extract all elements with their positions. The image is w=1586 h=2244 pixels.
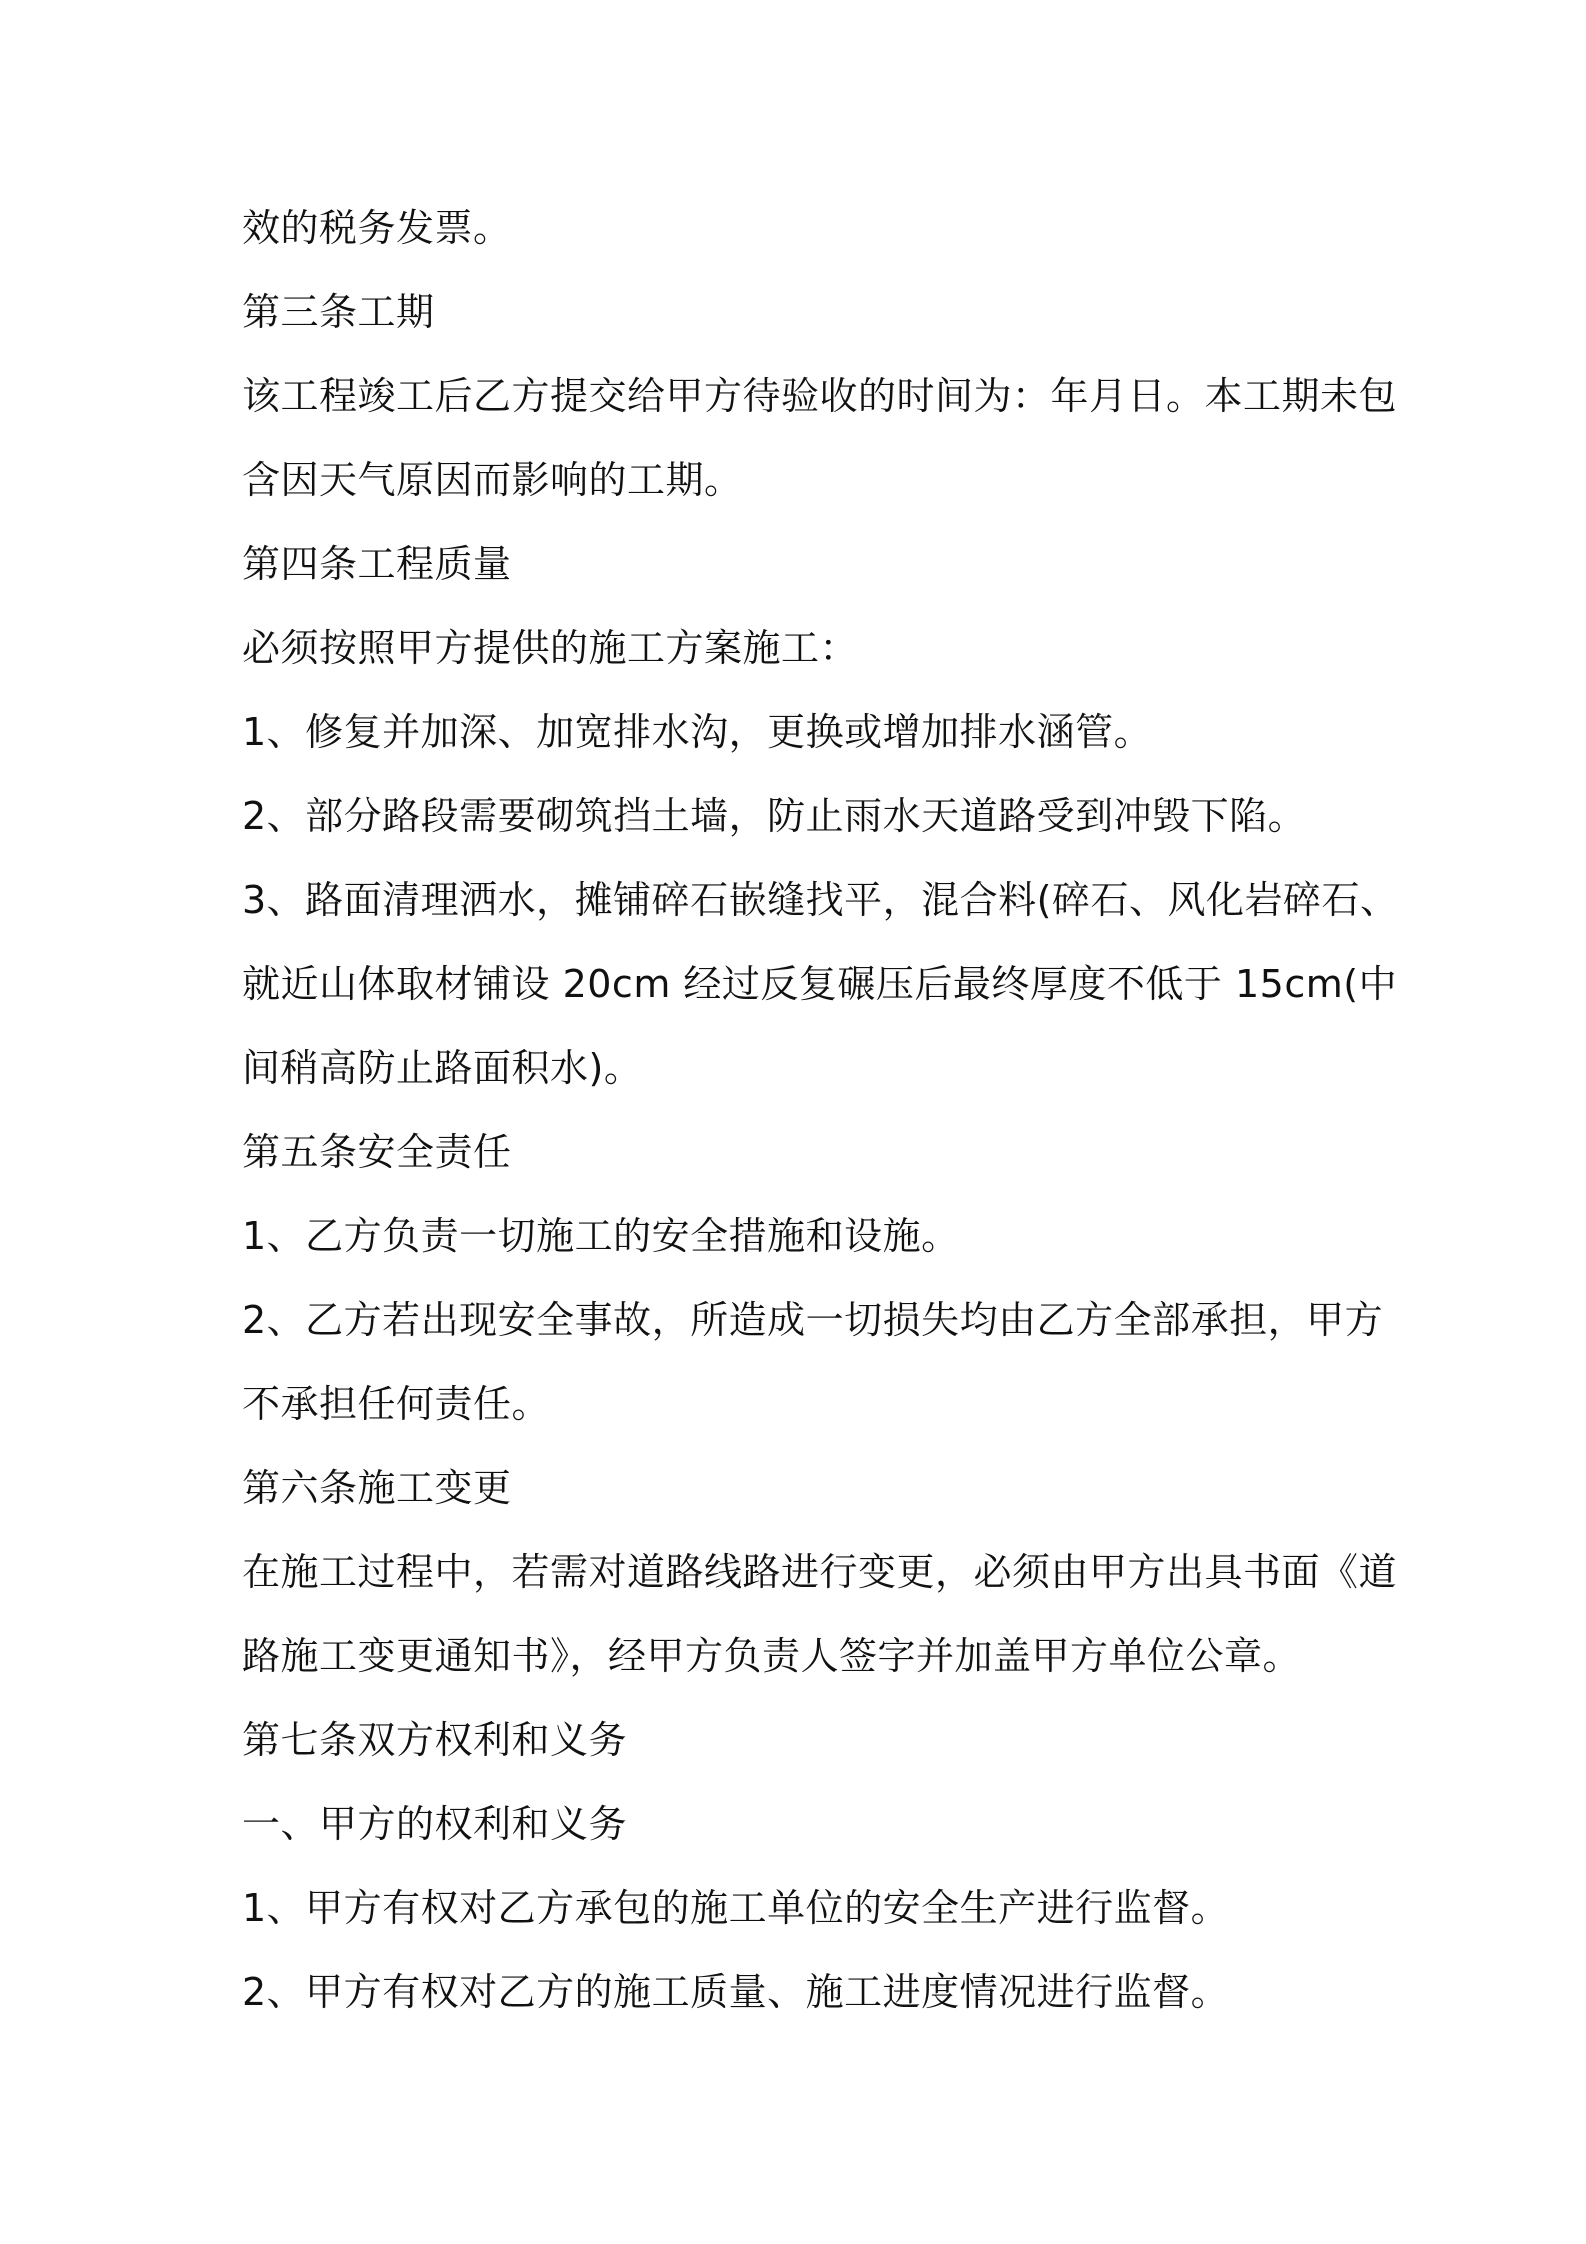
section-heading-article-4: 第四条工程质量 [242, 542, 512, 586]
text-line: 含因天气原因而影响的工期。 [242, 458, 743, 502]
text-line: 必须按照甲方提供的施工方案施工： [242, 626, 859, 670]
section-heading-article-7: 第七条双方权利和义务 [242, 1718, 628, 1762]
text-line: 效的税务发票。 [242, 206, 512, 250]
list-item: 2、乙方若出现安全事故，所造成一切损失均由乙方全部承担，甲方 [242, 1298, 1384, 1342]
list-item: 1、甲方有权对乙方承包的施工单位的安全生产进行监督。 [242, 1886, 1230, 1930]
text-line: 间稍高防止路面积水)。 [242, 1046, 643, 1090]
section-heading-article-3: 第三条工期 [242, 290, 435, 334]
text-line: 在施工过程中，若需对道路线路进行变更，必须由甲方出具书面《道 [242, 1550, 1398, 1594]
section-heading-article-6: 第六条施工变更 [242, 1466, 512, 1510]
text-line: 就近山体取材铺设 20cm 经过反复碾压后最终厚度不低于 15cm(中 [242, 962, 1398, 1006]
section-heading-article-5: 第五条安全责任 [242, 1130, 512, 1174]
subsection-heading: 一、甲方的权利和义务 [242, 1802, 628, 1846]
list-item: 3、路面清理洒水，摊铺碎石嵌缝找平，混合料(碎石、风化岩碎石、 [242, 878, 1399, 922]
text-line: 该工程竣工后乙方提交给甲方待验收的时间为：年月日。本工期未包 [242, 374, 1398, 418]
text-line: 路施工变更通知书》，经甲方负责人签字并加盖甲方单位公章。 [242, 1634, 1302, 1678]
list-item: 2、部分路段需要砌筑挡土墙，防止雨水天道路受到冲毁下陷。 [242, 794, 1307, 838]
list-item: 2、甲方有权对乙方的施工质量、施工进度情况进行监督。 [242, 1970, 1230, 2014]
text-line: 不承担任何责任。 [242, 1382, 551, 1426]
list-item: 1、乙方负责一切施工的安全措施和设施。 [242, 1214, 960, 1258]
list-item: 1、修复并加深、加宽排水沟，更换或增加排水涵管。 [242, 710, 1153, 754]
